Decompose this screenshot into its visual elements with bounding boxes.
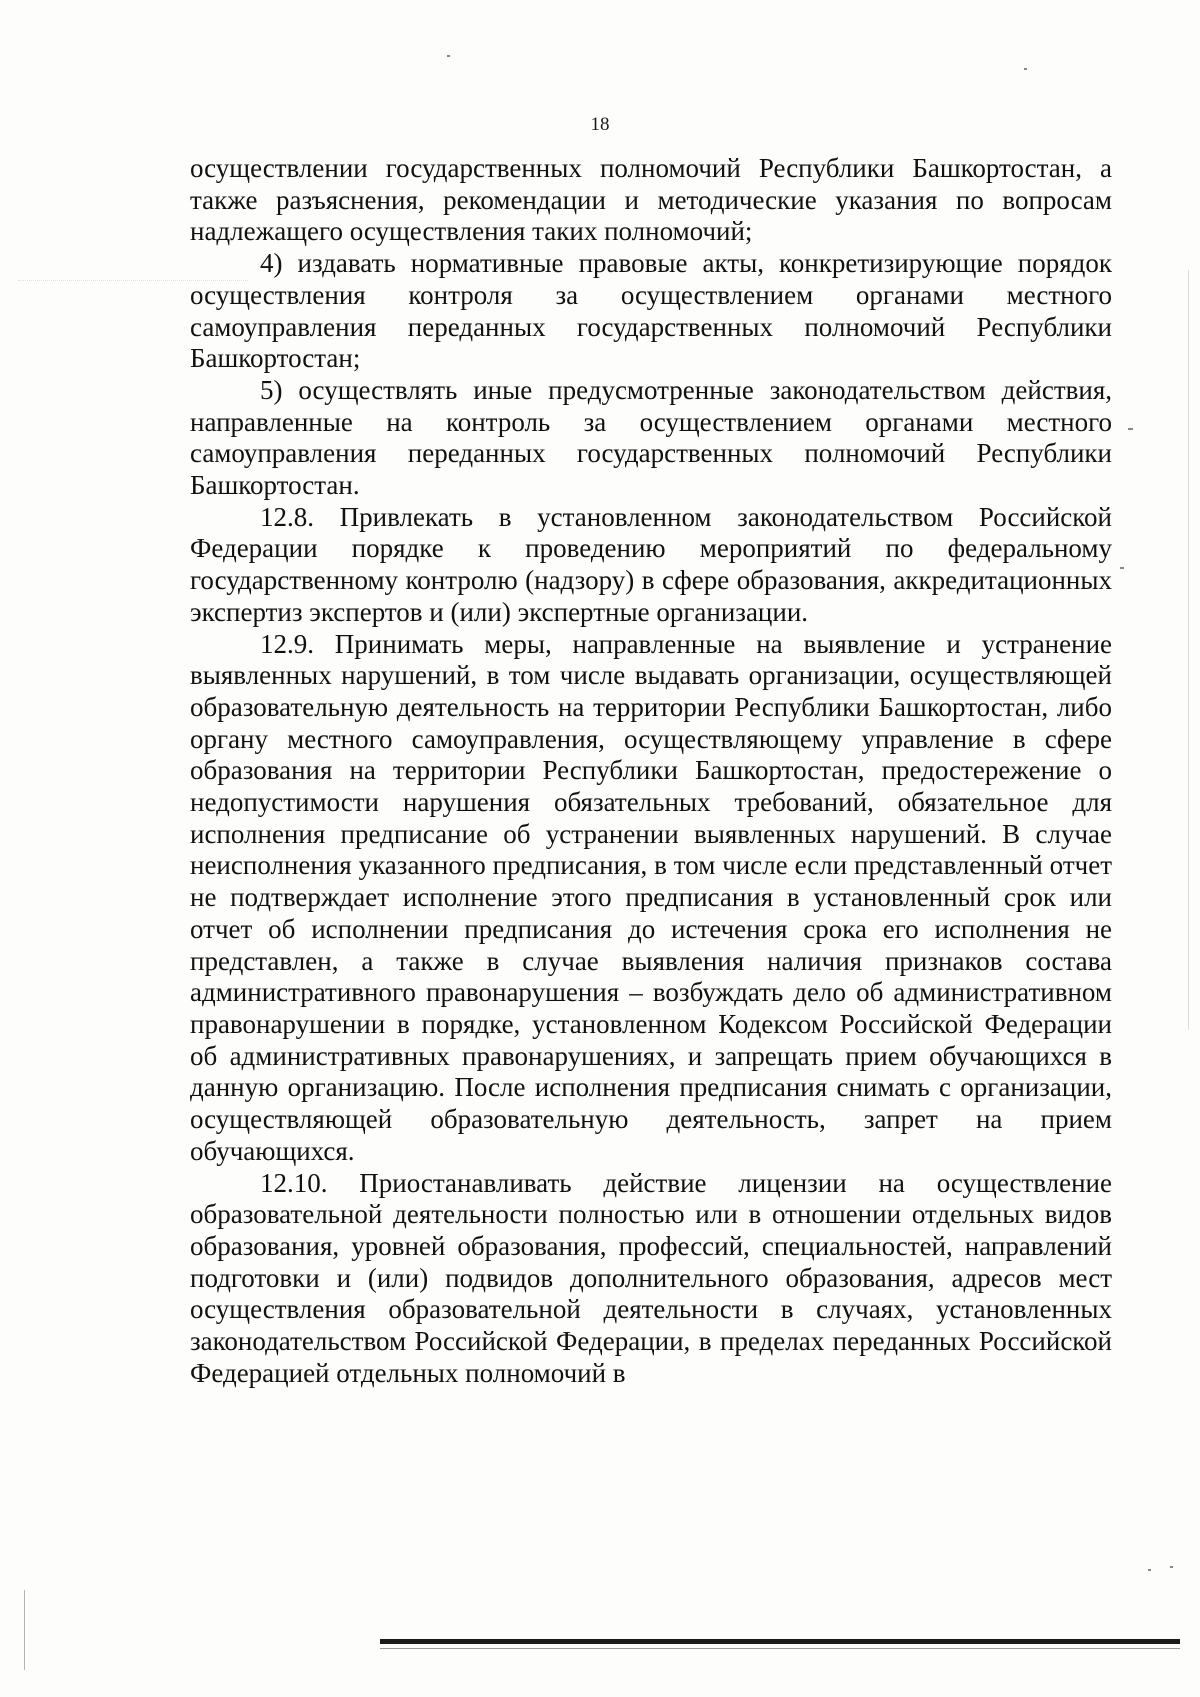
scan-speck (1128, 428, 1133, 430)
paragraph-12-8: 12.8. Привлекать в установленном законодательством Российской Федерации порядке к проведению мероприятий по федеральному государственному контролю (надзору) в сфере образования, аккредитационных экспертиз экспертов и (или) экспертные организации. (190, 501, 1112, 627)
paragraph-12-10: 12.10. Приостанавливать действие лицензии на осуществление образовательной деятельности полностью или в отношении отдельных видов образования, уровней образования, профессий, специальностей, направлений подготовки и (или) подвидов дополнительного образования, адресов мест осуществления образовательной деятельности в случаях, установленных законодательством Российской Федерации, в пределах переданных Российской Федерацией отдельных полномочий в (190, 1167, 1112, 1388)
paragraph-item-4: 4) издавать нормативные правовые акты, конкретизирующие порядок осуществления контроля за осуществлением органами местного самоуправления переданных государственных полномочий Республики Башкортостан; (190, 248, 1112, 374)
scan-speck (1148, 1569, 1151, 1571)
scan-speck (1170, 1566, 1173, 1568)
scan-speck (447, 55, 450, 57)
paragraph-12-9: 12.9. Принимать меры, направленные на выявление и устранение выявленных нарушений, в том числе выдавать организации, осуществляющей образовательную деятельность на территории Республики Башкортостан, либо органу местного самоуправления, осуществляющему управление в сфере образования на территории Республики Башкортостан, предостережение о недопустимости нарушения обязательных требований, обязательное для исполнения предписание об устранении выявленных нарушений. В случае неисполнения указанного предписания, в том числе если представленный отчет не подтверждает исполнение этого предписания в установленный срок или отчет об исполнении предписания до истечения срока его исполнения не представлен, а также в случае выявления наличия признаков состава административного правонарушения – возбуждать дело об административном правонарушении в порядке, установленном Кодексом Российской Федерации об административных правонарушениях, и запрещать прием обучающихся в данную организацию. После исполнения предписания снимать с организации, осуществляющей образовательную деятельность, запрет на прием обучающихся. (190, 628, 1112, 1166)
scan-edge-line (1188, 270, 1189, 1030)
scan-speck (1120, 567, 1124, 569)
paragraph-item-5: 5) осуществлять иные предусмотренные законодательством действия, направленные на контроль за осуществлением органами местного самоуправления переданных государственных полномочий Республики Башкортостан. (190, 374, 1112, 501)
scan-border-bottom (380, 1639, 1180, 1644)
document-body (190, 153, 1112, 1389)
scan-edge-line (24, 1590, 25, 1670)
page-number: 18 (590, 114, 610, 135)
scan-border-bottom-thin (380, 1648, 1180, 1649)
paragraph-continuation: осуществлении государственных полномочий Республики Башкортостан, а также разъяснения, рекомендации и методические указания по вопросам надлежащего осуществления таких полномочий; (190, 153, 1112, 247)
scan-speck (1024, 68, 1027, 70)
